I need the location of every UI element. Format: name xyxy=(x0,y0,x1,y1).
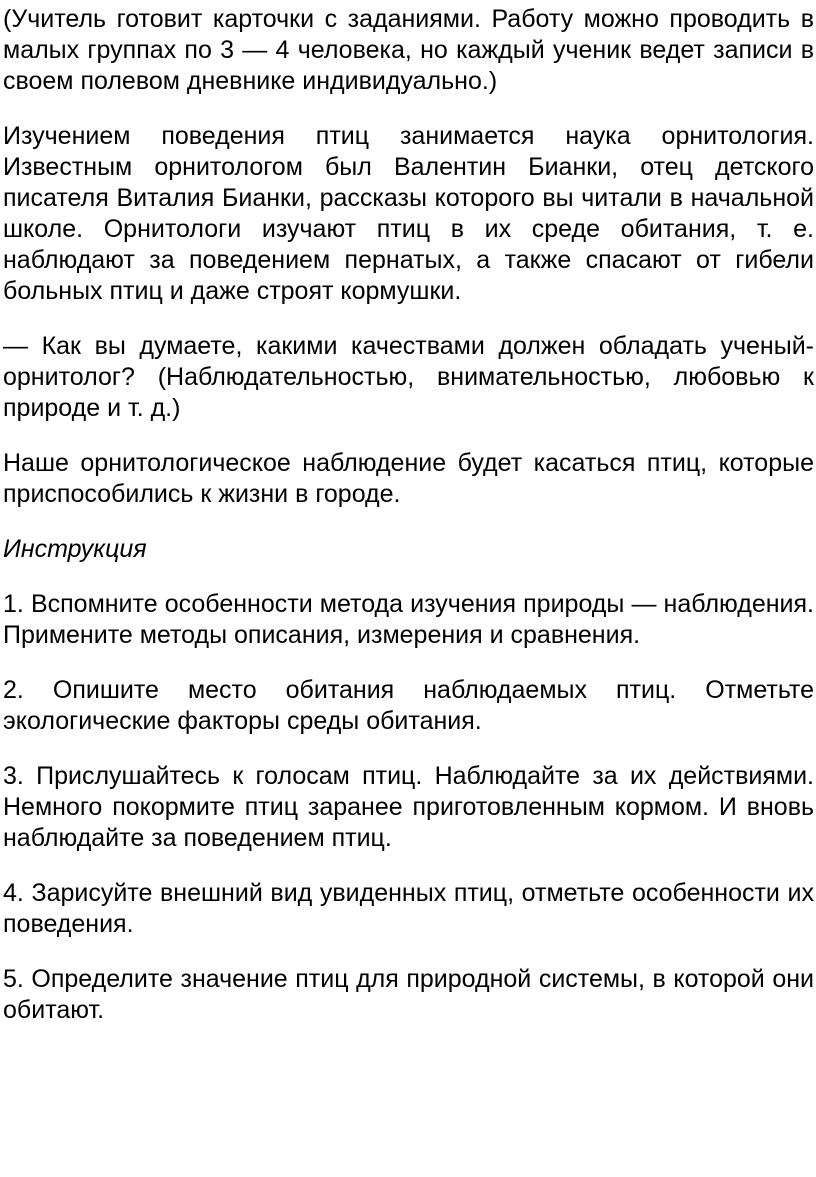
instruction-step: 5. Определите значение птиц для природной системы, в которой они обитают. xyxy=(3,965,814,1024)
question-paragraph: — Как вы думаете, какими качествами должен обладать ученый-орнитолог? (Наблюдательностью, внимательностью, любовью к природе и т. д.) xyxy=(3,332,814,422)
instruction-step: 3. Прислушайтесь к голосам птиц. Наблюдайте за их действиями. Немного покормите птиц заранее приготовленным кормом. И вновь наблюдайте за поведением птиц. xyxy=(3,762,814,852)
instruction-heading: Инструкция xyxy=(3,535,147,563)
instruction-step: 1. Вспомните особенности метода изучения природы — наблюдения. Примените методы описания, измерения и сравнения. xyxy=(3,590,814,649)
instruction-step: 4. Зарисуйте внешний вид увиденных птиц, отметьте особенности их поведения. xyxy=(3,879,814,938)
ornithology-paragraph: Изучением поведения птиц занимается наука орнитология. Известным орнитологом был Валентин Бианки, отец детского писателя Виталия Бианки, рассказы которого вы читали в начальной школе. Орнитологи изучают птиц в их среде обитания, т. е. наблюдают за поведением пернатых, а также спасают от гибели больных птиц и даже строят кормушки. xyxy=(3,122,814,305)
observation-paragraph: Наше орнитологическое наблюдение будет касаться птиц, которые приспособились к жизни в городе. xyxy=(3,449,814,508)
instruction-step: 2. Опишите место обитания наблюдаемых птиц. Отметьте экологические факторы среды обитания. xyxy=(3,676,814,735)
intro-note-paragraph: (Учитель готовит карточки с заданиями. Работу можно проводить в малых группах по 3 — 4 человека, но каждый ученик ведет записи в своем полевом дневнике индивидуально.) xyxy=(3,5,814,95)
